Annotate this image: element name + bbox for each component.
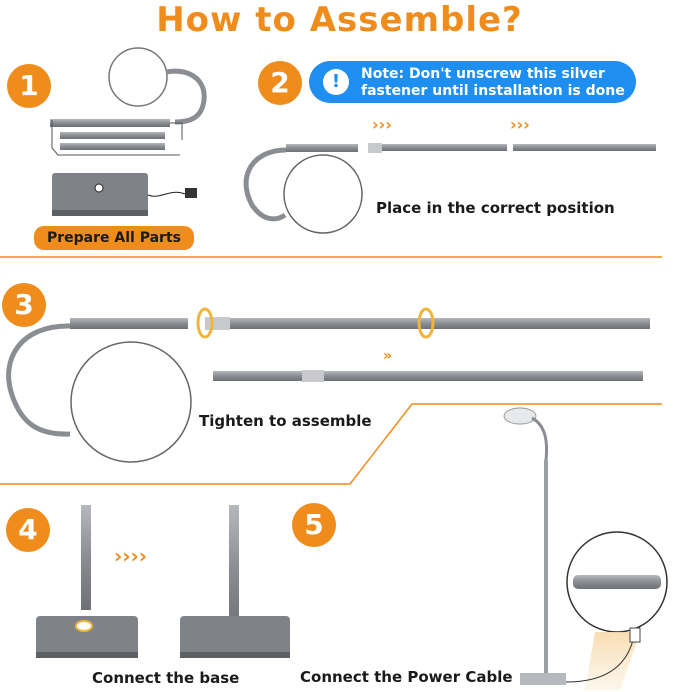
svg-text:›››: ›››	[372, 115, 392, 134]
step2-caption: Place in the correct position	[376, 199, 615, 217]
step5-lamp	[504, 408, 667, 690]
page-title: How to Assemble?	[156, 0, 523, 40]
lamp-head-part	[109, 48, 204, 122]
step-number-3: 3	[2, 283, 46, 327]
note-text: Note: Don't unscrew this silver fastener until installation is done	[361, 66, 625, 99]
svg-text:›››: ›››	[510, 115, 530, 134]
step3-caption: Tighten to assemble	[199, 412, 372, 430]
step4-caption: Connect the base	[92, 669, 240, 687]
warning-icon: !	[323, 69, 349, 95]
step-number-1: 1	[7, 64, 51, 108]
step5-caption: Connect the Power Cable	[300, 668, 513, 686]
step-number-2: 2	[258, 61, 302, 105]
pole-parts	[50, 119, 182, 155]
note-banner	[309, 61, 636, 103]
base-part	[52, 173, 197, 216]
step4-illustration	[36, 505, 290, 658]
svg-text:»: »	[383, 348, 393, 364]
step-number-5: 5	[292, 503, 336, 547]
svg-text:››››: ››››	[114, 544, 147, 568]
step3-lamp	[9, 309, 650, 462]
step-number-4: 4	[6, 508, 50, 552]
step1-caption: Prepare All Parts	[34, 226, 194, 250]
